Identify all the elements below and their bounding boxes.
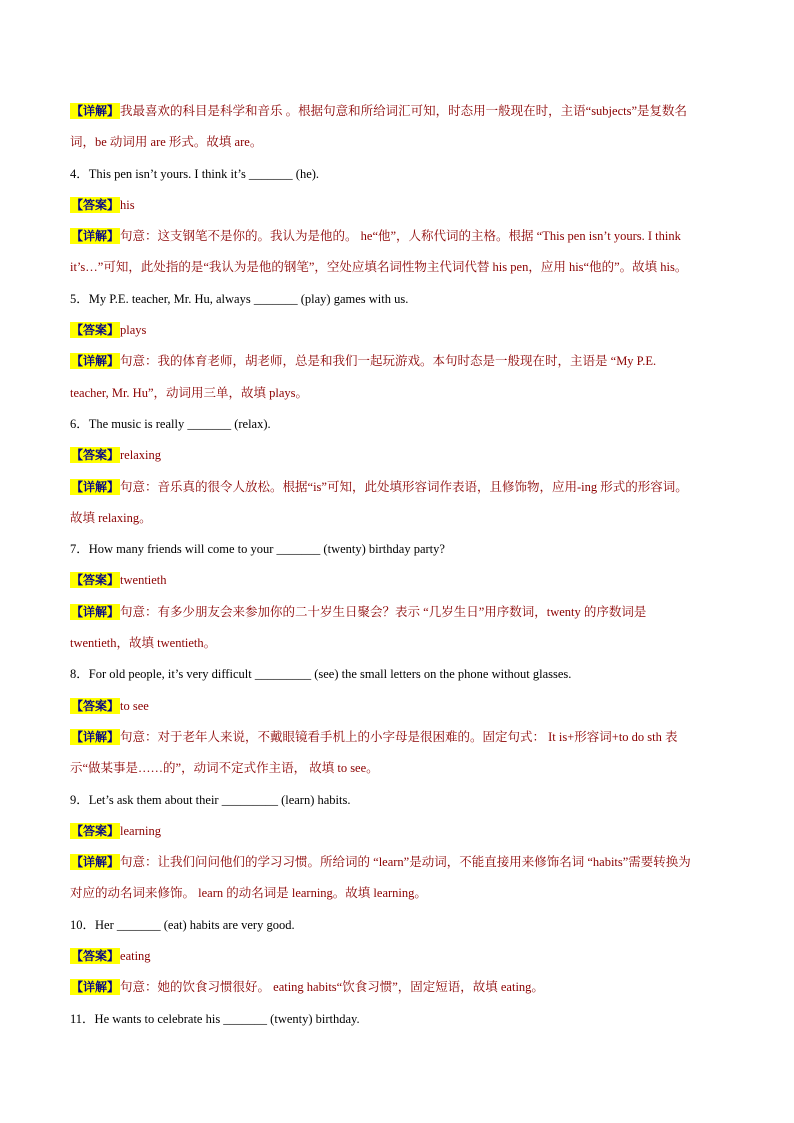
question-text: 6．The music is really _______ (relax). (70, 416, 271, 431)
detail-text: twentieth，故填 twentieth。 (70, 636, 217, 651)
answer-text: twentieth (120, 573, 167, 588)
answer-line (70, 315, 730, 346)
answer-line (70, 440, 730, 471)
detail-continuation (70, 127, 730, 158)
question-text: 11．He wants to celebrate his _______ (twenty) birthday. (70, 1011, 360, 1026)
question-4 (70, 159, 730, 190)
answer-tag: 【答案】 (71, 197, 120, 212)
answer-tag: 【答案】 (71, 323, 120, 338)
detail-continuation (70, 878, 730, 909)
question-text: 7．How many friends will come to your _______ (twenty) birthday party? (70, 542, 445, 557)
detail-line (70, 597, 730, 628)
detail-text: 句意：有多少朋友会来参加你的二十岁生日聚会？表示 “几岁生日”用序数词，twenty 的序数词是 (120, 604, 647, 619)
detail-text: 词，be 动词用 are 形式。故填 are。 (70, 135, 263, 150)
question-10 (70, 910, 730, 941)
question-text: 10．Her _______ (eat) habits are very good. (70, 917, 295, 932)
detail-text: 示“做某事是……的”，动词不定式作主语， 故填 to see。 (70, 761, 379, 776)
detail-text: 句意：她的饮食习惯很好。 eating habits“饮食习惯”，固定短语，故填 eating。 (120, 980, 544, 995)
detail-text: teacher, Mr. Hu”，动词用三单，故填 plays。 (70, 385, 309, 400)
question-text: 9．Let’s ask them about their _________ (learn) habits. (70, 792, 351, 807)
answer-text: to see (120, 698, 149, 713)
detail-text: 句意：这支钢笔不是你的。我认为是他的。 he“他”，人称代词的主格。根据 “This pen isn’t yours. I think (120, 229, 681, 244)
detail-tag: 【详解】 (71, 980, 120, 995)
answer-text: learning (120, 823, 161, 838)
detail-tag: 【详解】 (71, 604, 120, 619)
answer-text: his (120, 197, 135, 212)
question-text: 8．For old people, it’s very difficult _________ (see) the small letters on the phone without glasses. (70, 667, 572, 682)
answer-tag: 【答案】 (71, 823, 120, 838)
question-text: 5．My P.E. teacher, Mr. Hu, always _______ (play) games with us. (70, 291, 409, 306)
detail-line (70, 346, 730, 377)
detail-text: 句意：音乐真的很令人放松。根据“is”可知，此处填形容词作表语，且修饰物，应用-ing 形式的形容词。 (120, 479, 688, 494)
question-11 (70, 1004, 730, 1035)
detail-line (70, 722, 730, 753)
answer-line (70, 691, 730, 722)
detail-line (70, 221, 730, 252)
answer-tag: 【答案】 (71, 949, 120, 964)
detail-continuation (70, 503, 730, 534)
question-text: 4．This pen isn’t yours. I think it’s _______ (he). (70, 166, 320, 181)
detail-line (70, 96, 730, 127)
answer-text: relaxing (120, 448, 161, 463)
answer-line (70, 816, 730, 847)
question-7 (70, 534, 730, 565)
detail-text: 句意：对于老年人来说，不戴眼镜看手机上的小字母是很困难的。固定句式： It is+形容词+to do sth 表 (120, 729, 678, 744)
detail-tag: 【详解】 (71, 229, 120, 244)
detail-continuation (70, 753, 730, 784)
detail-continuation (70, 628, 730, 659)
answer-tag: 【答案】 (71, 448, 120, 463)
detail-continuation (70, 378, 730, 409)
detail-tag: 【详解】 (71, 104, 120, 118)
detail-text: it’s…”可知，此处指的是“我认为是他的钢笔”，空处应填名词性物主代词代替 his pen，应用 his“他的”。故填 his。 (70, 260, 688, 275)
detail-tag: 【详解】 (71, 354, 120, 369)
answer-line (70, 190, 730, 221)
detail-text: 故填 relaxing。 (70, 510, 152, 525)
question-8 (70, 659, 730, 690)
question-9 (70, 785, 730, 816)
detail-continuation (70, 252, 730, 283)
question-6 (70, 409, 730, 440)
detail-tag: 【详解】 (71, 855, 120, 870)
detail-tag: 【详解】 (71, 729, 120, 744)
answer-tag: 【答案】 (71, 573, 120, 588)
detail-text: 对应的动名词来修饰。 learn 的动名词是 learning。故填 learning。 (70, 886, 427, 901)
detail-text: 我最喜欢的科目是科学和音乐 。根据句意和所给词汇可知，时态用一般现在时，主语“subjects”是复数名 (120, 104, 688, 118)
answer-line (70, 941, 730, 972)
answer-tag: 【答案】 (71, 698, 120, 713)
detail-line (70, 847, 730, 878)
document-page (70, 96, 730, 1035)
answer-line (70, 565, 730, 596)
detail-text: 句意：我的体育老师，胡老师，总是和我们一起玩游戏。本句时态是一般现在时，主语是 “My P.E. (120, 354, 657, 369)
answer-text: plays (120, 323, 147, 338)
question-5 (70, 284, 730, 315)
answer-text: eating (120, 949, 151, 964)
detail-tag: 【详解】 (71, 479, 120, 494)
detail-line (70, 472, 730, 503)
detail-text: 句意：让我们问问他们的学习习惯。所给词的 “learn”是动词，不能直接用来修饰名词 “habits”需要转换为 (120, 855, 691, 870)
detail-line (70, 972, 730, 1003)
